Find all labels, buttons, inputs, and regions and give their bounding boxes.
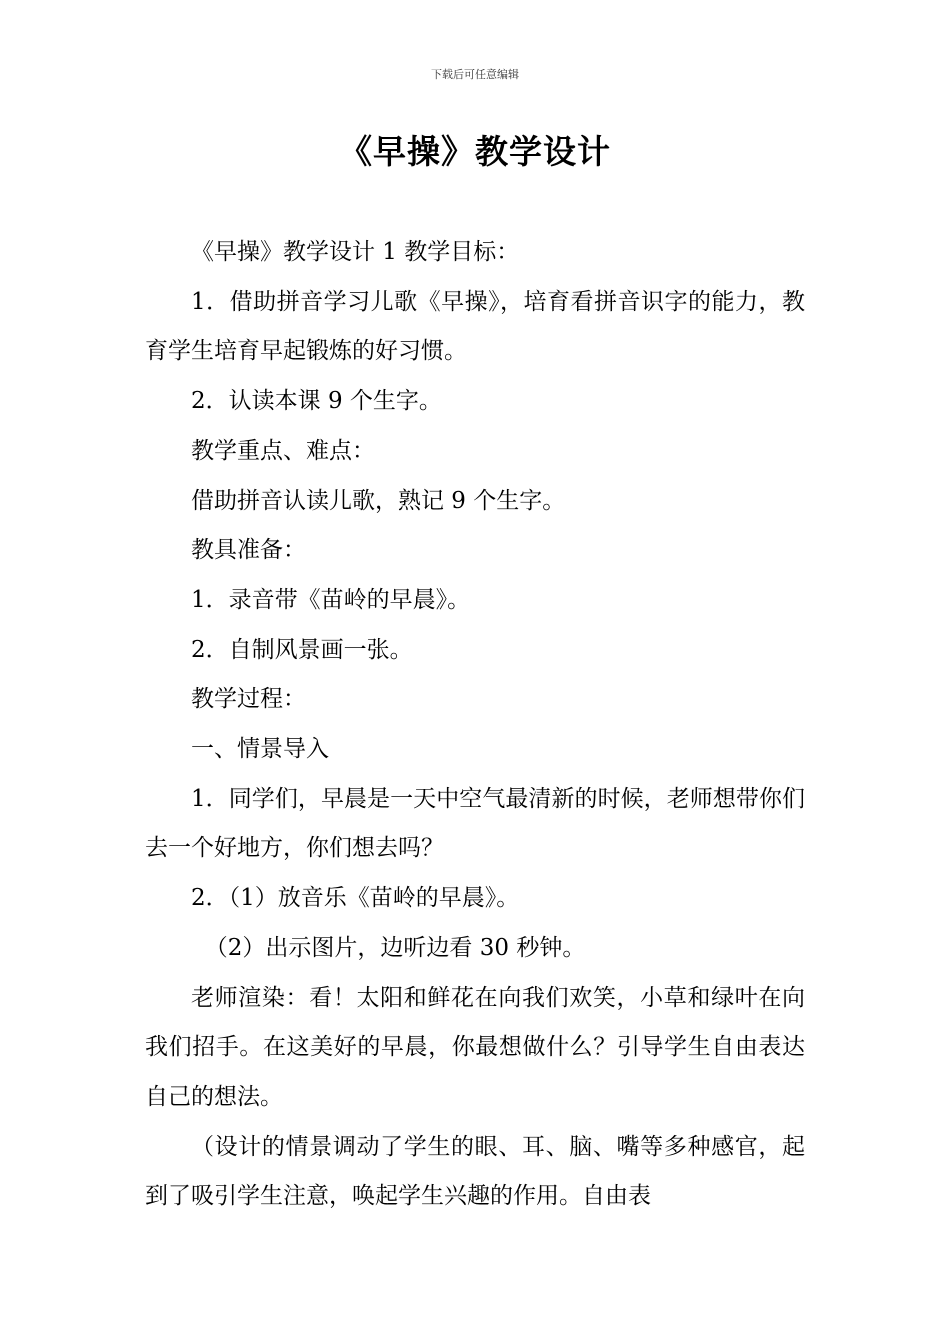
paragraph-step-2-2: （2）出示图片，边听边看 30 秒钟。 bbox=[204, 934, 586, 961]
paragraph-objectives-heading: 《早操》教学设计 1 教学目标： bbox=[191, 239, 520, 265]
paragraph-teacher-narration: 老师渲染：看！太阳和鲜花在向我们欢笑，小草和绿叶在向我们招手。在这美好的早晨，你最想做什么？引导学生自由表达自己的想法。 bbox=[145, 984, 805, 1110]
page-header-note: 下载后可任意编辑 bbox=[431, 68, 519, 81]
document-title: 《早操》教学设计 bbox=[339, 132, 611, 171]
paragraph-key-points: 借助拼音认读儿歌，熟记 9 个生字。 bbox=[191, 487, 566, 514]
paragraph-material-2: 2．自制风景画一张。 bbox=[191, 636, 413, 663]
paragraph-design-note: （设计的情景调动了学生的眼、耳、脑、嘴等多种感官，起到了吸引学生注意，唤起学生兴趣的作用。自由表 bbox=[145, 1133, 805, 1210]
paragraph-step-1: 1．同学们，早晨是一天中空气最清新的时候，老师想带你们去一个好地方，你们想去吗？ bbox=[145, 785, 805, 862]
paragraph-step-2-1: 2．（1）放音乐《苗岭的早晨》。 bbox=[191, 885, 520, 912]
paragraph-objective-2: 2．认读本课 9 个生字。 bbox=[191, 388, 442, 415]
paragraph-key-points-heading: 教学重点、难点： bbox=[191, 437, 375, 464]
paragraph-material-1: 1．录音带《苗岭的早晨》。 bbox=[191, 586, 471, 613]
paragraph-objective-1: 1．借助拼音学习儿歌《早操》，培育看拼音识字的能力，教育学生培育早起锻炼的好习惯。 bbox=[145, 288, 805, 365]
paragraph-section-1-heading: 一、情景导入 bbox=[191, 736, 329, 763]
paragraph-materials-heading: 教具准备： bbox=[191, 537, 306, 564]
document-body bbox=[145, 228, 805, 1222]
paragraph-process-heading: 教学过程： bbox=[191, 686, 306, 713]
